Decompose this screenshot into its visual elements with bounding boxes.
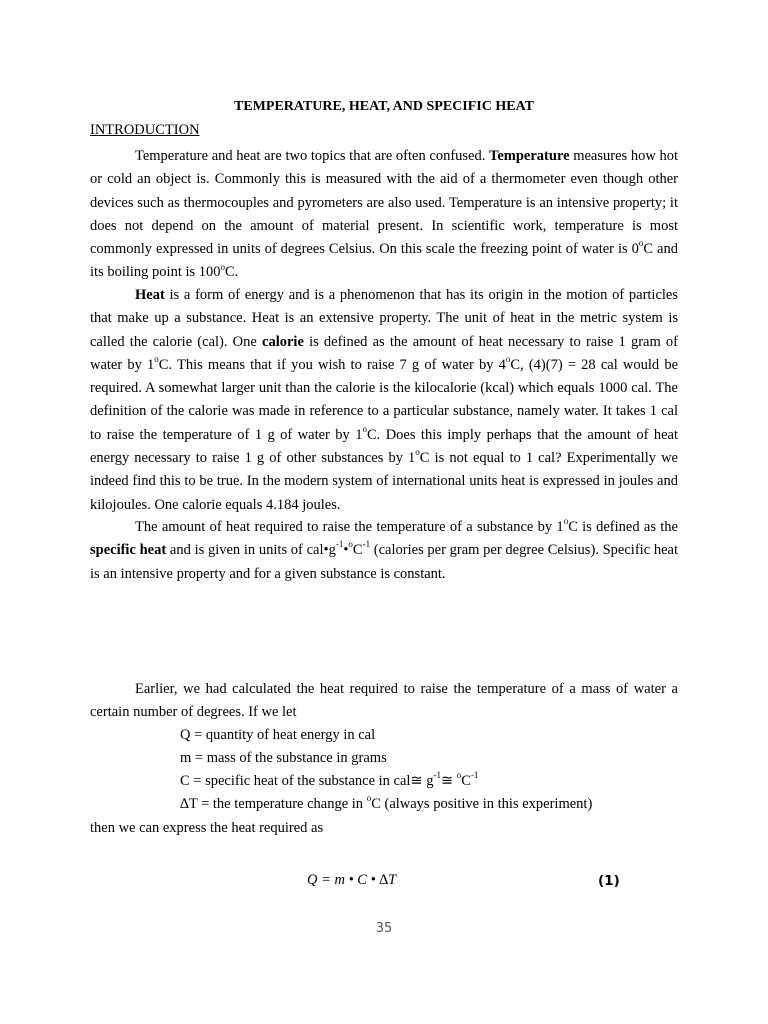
text: C and its boiling point is 100: [90, 241, 678, 281]
bold-term-heat: Heat: [135, 287, 165, 303]
exponent-sup: -1: [433, 770, 441, 781]
paragraph-temperature: [90, 145, 678, 285]
degree-sup: o: [456, 770, 462, 781]
text: ∆T = the temperature change in: [180, 796, 367, 812]
page-number: 35: [375, 921, 393, 936]
text: is defined as the amount of heat necessary to raise 1 gram of water by 1: [90, 333, 678, 373]
text: C.: [225, 264, 239, 281]
degree-sup: o: [366, 793, 372, 804]
degree-sup: o: [362, 423, 367, 434]
equation-number: (1): [598, 873, 620, 889]
exponent-sup: -1: [362, 539, 371, 550]
degree-sup: o: [638, 238, 644, 249]
degree-sup: o: [348, 539, 353, 550]
text: C. Does this imply perhaps that the amount of heat energy necessary to raise 1 g of other substances by 1: [90, 426, 678, 467]
paragraph-earlier: Earlier, we had calculated the heat required to raise the temperature of a mass of water a certain number of degrees. If we let: [90, 681, 678, 721]
text: C, (4)(7) = 28 cal would be required. A somewhat larger unit than the calorie is the kilocalorie (kcal) which equals 1000 cal. The definition of the calorie was made in reference to a particular substance, namely water. It takes 1 cal to raise the temperature of 1 g of water by 1: [90, 356, 679, 443]
definition-m: m = mass of the substance in grams: [180, 750, 387, 766]
degree-sup: o: [505, 354, 511, 365]
definition-q: Q = quantity of heat energy in cal: [180, 727, 376, 743]
paragraph-specific-heat: [90, 516, 678, 586]
exponent-sup: -1: [335, 539, 344, 550]
degree-sup: o: [415, 447, 420, 458]
text: C = specific heat of the substance in cal≅ g: [180, 773, 434, 789]
section-heading: INTRODUCTION: [90, 122, 200, 138]
text: Temperature and heat are two topics that are often confused.: [135, 148, 490, 164]
definition-delta-t: [180, 793, 593, 813]
text: The amount of heat required to raise the temperature of a substance by 1: [135, 519, 564, 535]
paragraph-heat: [90, 284, 678, 517]
text: C is not equal to 1 cal? Experimentally we indeed find this to be true. In the modern system of international units heat is expressed in joules and kilojoules. One calorie equals 4.184 joules.: [90, 450, 678, 513]
degree-sup: o: [154, 354, 159, 365]
definition-c: [180, 770, 479, 790]
text: •: [343, 542, 349, 559]
degree-sup: o: [220, 261, 226, 272]
text: C is defined as the: [568, 519, 678, 535]
document-title: TEMPERATURE, HEAT, AND SPECIFIC HEAT: [234, 99, 534, 114]
equation: Q = m • C • ∆T: [307, 872, 397, 888]
text: and is given in units of cal•g: [166, 542, 336, 559]
text: (calories per gram per degree Celsius). Specific heat is an intensive property and for a given substance is constant.: [90, 542, 678, 582]
degree-sup: o: [563, 516, 569, 527]
bold-term-calorie: calorie: [262, 333, 304, 350]
text: ≅: [440, 773, 457, 789]
text: C: [461, 773, 471, 789]
bold-term-temperature: Temperature: [489, 148, 570, 164]
bold-term-specific-heat: specific heat: [90, 542, 167, 559]
text: C: [352, 542, 363, 559]
text: C. This means that if you wish to raise 7 g of water by 4: [158, 356, 506, 373]
text: is a form of energy and is a phenomenon that has its origin in the motion of particles that make up a substance. Heat is an extensive property. The unit of heat in the metric system is called the calorie (cal). One: [90, 287, 678, 350]
then-sentence: then we can express the heat required as: [90, 820, 324, 836]
exponent-sup: -1: [470, 770, 479, 781]
text: C (always positive in this experiment): [371, 796, 593, 812]
text: measures how hot or cold an object is. Commonly this is measured with the aid of a thermometer even though other devices such as thermocouples and pyrometers are also used. Temperature is an intensive property; it does not depend on the amount of material present. In scientific work, temperature is most commonly expressed in units of degrees Celsius. On this scale the freezing point of water is 0: [90, 148, 678, 258]
